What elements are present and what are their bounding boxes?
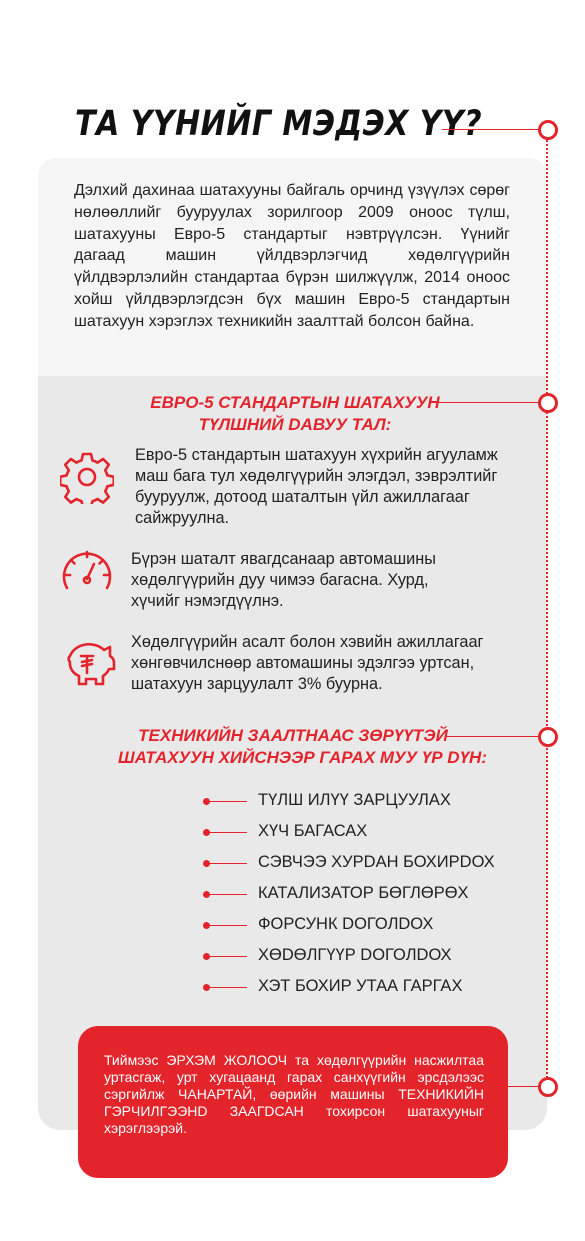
title-connector: [442, 129, 540, 130]
bullet-line: [209, 894, 247, 895]
section-advantages-title-line1: ЕВРО-5 СТАНДАРТЫН ШАТАХУУН: [150, 393, 440, 412]
list-item-text: ХҮЧ БАГАСАХ: [258, 822, 368, 840]
list-item-text: ХЭТ БОХИР УТАА ГАРГАХ: [258, 977, 463, 995]
section-bad-results-title: [118, 725, 487, 769]
section-advantages-dot: [538, 393, 558, 413]
bullet-line: [209, 925, 247, 926]
note-connector: [508, 1086, 540, 1087]
bullet-line: [209, 987, 247, 988]
list-item-text: ФОРСУНК DОГОЛDОХ: [258, 915, 434, 933]
connector-line: [546, 128, 548, 1086]
gear-icon: [60, 450, 114, 509]
list-item-text: СЭВЧЭЭ ХУРDАН БОХИРDОХ: [258, 853, 495, 871]
section-bad-results-title-line1: ТЕХНИКИЙН ЗААЛТНААС ЗӨРҮҮТЭЙ: [138, 726, 448, 745]
bullet-line: [209, 832, 247, 833]
bullet-line: [209, 863, 247, 864]
page-title: ТА ҮҮНИЙГ МЭДЭХ ҮҮ?: [75, 104, 482, 144]
section-bad-results-title-line2: ШАТАХУУН ХИЙСНЭЭР ГАРАХ МУУ ҮР DҮН:: [118, 748, 487, 767]
list-item-text: ТҮЛШ ИЛҮҮ ЗАРЦУУЛАХ: [258, 791, 451, 809]
section-bad-results-dot: [538, 727, 558, 747]
advice-note-text: Тиймээс ЭРХЭМ ЖОЛООЧ та хөдөлгүүрийн насжилтаа уртасгаж, урт хугацаанд гарах санхүүгийн эрсдэлээс сэргийлж ЧАНАРТАЙ, өөрийн машины ТЕХНИКИЙН ГЭРЧИЛГЭЭНD ЗААГDСАН тохирсон шатахууныг хэрэглээрэй.: [104, 1052, 484, 1136]
section-advantages-title-line2: ТҮЛШНИЙ DАВУУ ТАЛ:: [198, 415, 392, 434]
section-bad-results-connector: [446, 736, 540, 737]
benefit-text-fuel: Хөдөлгүүрийн асалт болон хэвийн ажиллагааг хөнгөвчилснөөр автомашины эдэлгээ уртсан, шатахуун зарцуулалт 3% буурна.: [131, 633, 484, 693]
note-connector-dot: [538, 1077, 558, 1097]
advice-note-box: [78, 1026, 508, 1178]
piggy-bank-icon: [60, 636, 118, 693]
intro-paragraph: Дэлхий дахинаа шатахууны байгаль орчинд үзүүлэх сөрөг нөлөөллийг бууруулах зорилгоор 2009 оноос түлш, шатахууны Евро-5 стандартыг нэвтрүүлсэн. Үүнийг дагаад машин үйлдвэрлэгчид хөдөлгүүрийн үйлдвэрлэлийн стандартаа бүрэн шилжүүлж, 2014 оноос хойш үйлдвэрлэгдсэн бүх машин Евро-5 стандартын шатахуун хэрэглэх техникийн заалттай болсон байна.: [74, 182, 510, 330]
bullet-line: [209, 801, 247, 802]
title-connector-dot: [538, 120, 558, 140]
section-advantages-connector: [436, 402, 540, 403]
list-item-text: КАТАЛИЗАТОР БӨГЛӨРӨХ: [258, 884, 469, 902]
benefit-text-wear: Евро-5 стандартын шатахуун хүхрийн агууламж маш бага тул хөдөлгүүрийн элэгдэл, зэврэлтийг бууруулж, дотоод шаталтын үйл ажиллагааг сайжруулна.: [135, 446, 498, 527]
list-item-text: ХӨDӨЛГҮҮР DОГОЛDОХ: [258, 946, 452, 964]
section-advantages-title: [140, 392, 450, 436]
bullet-line: [209, 956, 247, 957]
speedometer-icon: [60, 546, 114, 601]
benefit-text-noise: Бүрэн шаталт явагдсанаар автомашины хөдөлгүүрийн дуу чимээ багасна. Хурд, хүчийг нэмэгдүүлнэ.: [131, 550, 436, 610]
